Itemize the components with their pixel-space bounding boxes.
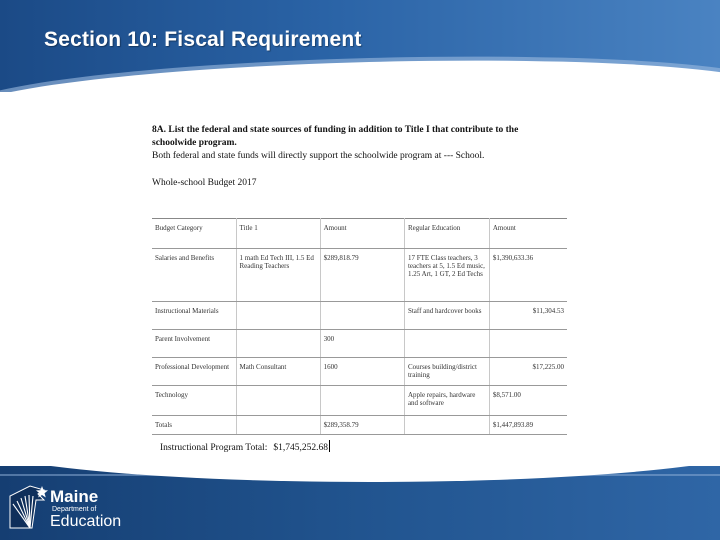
cell-amount2: $1,447,893.89 [489, 416, 567, 435]
table-row [152, 330, 567, 358]
table-header-row [152, 219, 567, 249]
total-value: $1,745,252.68 [273, 443, 328, 453]
header-amount-2: Amount [489, 219, 567, 249]
table-row [152, 302, 567, 330]
cell-regular: Apple repairs, hardware and software [404, 386, 489, 416]
table-row [152, 386, 567, 416]
header-regular-education: Regular Education [404, 219, 489, 249]
header-amount: Amount [320, 219, 404, 249]
logo-name: Maine [50, 487, 99, 506]
cell-regular: Staff and hardcover books [404, 302, 489, 330]
cell-title1: Math Consultant [236, 358, 320, 386]
cell-category: Instructional Materials [152, 302, 236, 330]
cell-amount2: $17,225.00 [489, 358, 567, 386]
cell-amount2: $11,304.53 [489, 302, 567, 330]
cell-category: Salaries and Benefits [152, 249, 236, 302]
star-icon [8, 484, 52, 530]
question-text: 8A. List the federal and state sources of funding in addition to Title I that contribute to the schoolwide program. [152, 125, 519, 148]
table-row [152, 416, 567, 435]
cell-amount1: 1600 [320, 358, 404, 386]
table-row [152, 358, 567, 386]
slide-title: Section 10: Fiscal Requirement [44, 28, 362, 51]
cell-category: Totals [152, 416, 236, 435]
statement-text: Both federal and state funds will directly support the schoolwide program at --- School. [152, 151, 485, 161]
cell-regular: 17 FTE Class teachers, 3 teachers at 5, 1.5 Ed music, 1.25 Art, 1 GT, 2 Ed Techs [404, 249, 489, 302]
cell-title1 [236, 386, 320, 416]
total-label: Instructional Program Total: [160, 443, 268, 453]
cell-category: Technology [152, 386, 236, 416]
maine-doe-logo [8, 484, 148, 532]
cell-category: Parent Involvement [152, 330, 236, 358]
cell-title1 [236, 302, 320, 330]
cell-title1: 1 math Ed Tech III, 1.5 Ed Reading Teachers [236, 249, 320, 302]
header-budget-category: Budget Category [152, 219, 236, 249]
cell-amount1: 300 [320, 330, 404, 358]
cell-regular: Courses building/district training [404, 358, 489, 386]
cell-amount2: $1,390,633.36 [489, 249, 567, 302]
cell-amount2: $8,571.00 [489, 386, 567, 416]
cell-regular [404, 416, 489, 435]
cell-amount1 [320, 386, 404, 416]
logo-education: Education [50, 513, 122, 530]
cell-title1 [236, 416, 320, 435]
cell-regular [404, 330, 489, 358]
document-intro [152, 124, 562, 163]
budget-title: Whole-school Budget 2017 [152, 178, 257, 188]
table-row [152, 249, 567, 302]
cell-amount1 [320, 302, 404, 330]
header-title1: Title 1 [236, 219, 320, 249]
logo-department: Department of [52, 506, 97, 513]
slide-header [0, 0, 720, 92]
cell-category: Professional Development [152, 358, 236, 386]
cell-amount1: $289,818.79 [320, 249, 404, 302]
cell-amount1: $289,358.79 [320, 416, 404, 435]
cell-title1 [236, 330, 320, 358]
text-cursor [329, 440, 330, 452]
instructional-total [160, 440, 330, 453]
budget-table [152, 218, 567, 435]
cell-amount2 [489, 330, 567, 358]
